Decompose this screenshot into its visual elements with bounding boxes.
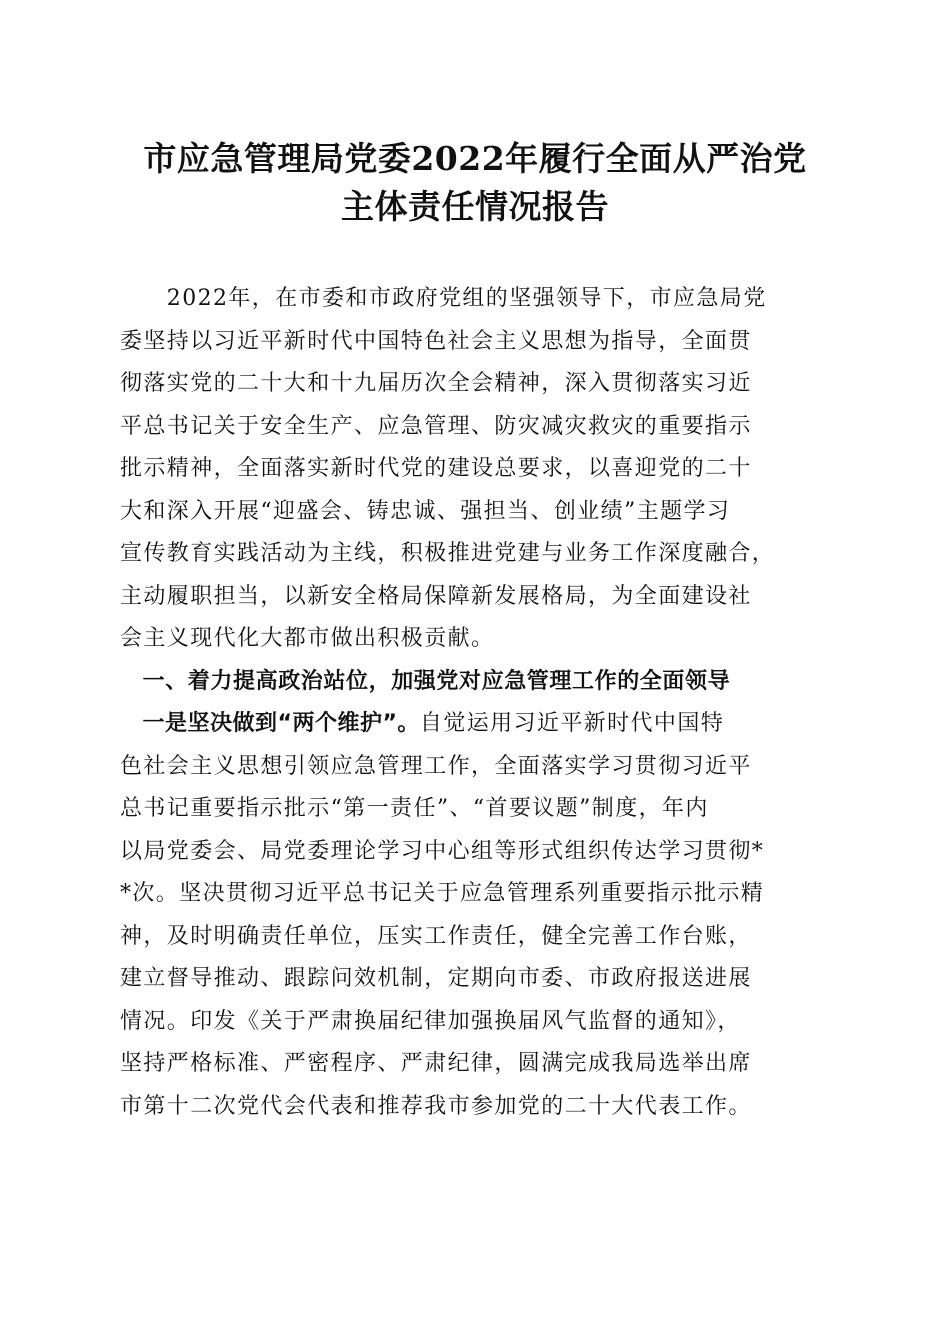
document-title — [90, 135, 860, 231]
text-line: 主动履职担当，以新安全格局保障新发展格局，为全面建设社 — [120, 583, 752, 609]
text-line: *次。坚决贯彻习近平总书记关于应急管理系列重要指示批示精 — [120, 881, 765, 906]
text-line: 情况。印发《关于严肃换届纪律加强换届风气监督的通知》， — [120, 1008, 741, 1034]
text-line: 市第十二次党代会代表和推荐我市参加党的二十大代表工作。 — [120, 1093, 752, 1119]
text-line: 批示精神，全面落实新时代党的建设总要求，以喜迎党的二十 — [120, 456, 752, 481]
title-line-2: 主体责任情况报告 — [341, 187, 609, 226]
text-line: 彻落实党的二十大和十九届历次全会精神，深入贯彻落实习近 — [120, 371, 752, 396]
text-line: 平总书记关于安全生产、应急管理、防灾减灾救灾的重要指示 — [120, 413, 752, 439]
text-line: 色社会主义思想引领应急管理工作，全面落实学习贯彻习近平 — [120, 753, 752, 779]
text-line: 建立督导推动、跟踪问效机制，定期向市委、市政府报送进展 — [120, 966, 752, 991]
section-heading: 一、着力提高政治站位，加强党对应急管理工作的全面领导 — [120, 668, 731, 694]
paragraph-lead-rest: 自觉运用习近平新时代中国特 — [419, 711, 725, 736]
paragraph-lead: 一是坚决做到“两个维护”。 — [120, 711, 420, 736]
document-body — [120, 278, 830, 1128]
text-line: 大和深入开展“迎盛会、铸忠诚、强担当、创业绩”主题学习 — [120, 498, 731, 524]
text-line-first — [120, 703, 830, 746]
text-line: 宣传教育实践活动为主线，积极推进党建与业务工作深度融合， — [120, 541, 776, 566]
paragraph-intro — [120, 278, 830, 661]
text-line: 委坚持以习近平新时代中国特色社会主义思想为指导，全面贯 — [120, 328, 752, 354]
title-line-1: 市应急管理局党委2022年履行全面从严治党 — [143, 139, 807, 178]
paragraph-section-1 — [120, 703, 830, 1128]
text-line: 神，及时明确责任单位，压实工作责任，健全完善工作台账， — [120, 923, 752, 949]
text-line: 以局党委会、局党委理论学习中心组等形式组织传达学习贯彻* — [120, 838, 765, 864]
text-line: 总书记重要指示批示“第一责任”、“首要议题”制度，年内 — [120, 796, 709, 821]
text-line: 会主义现代化大都市做出积极贡献。 — [120, 626, 495, 651]
text-line: 2022年，在市委和市政府党组的坚强领导下，市应急局党 — [120, 286, 767, 311]
text-line: 坚持严格标准、严密程序、严肃纪律，圆满完成我局选举出席 — [120, 1051, 752, 1076]
